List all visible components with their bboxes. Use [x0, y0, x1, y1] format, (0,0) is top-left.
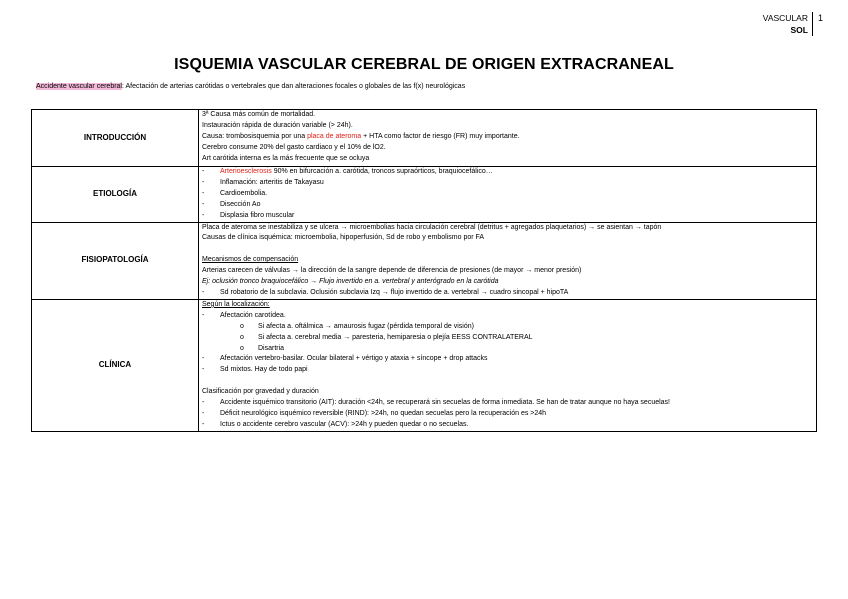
- subheading-localizacion: Según la localización:: [202, 300, 270, 308]
- definition-term: Accidente vascular cerebral: [36, 83, 122, 90]
- clinica-spacer: [202, 376, 813, 387]
- intro-text: + HTA como factor de riesgo (FR) muy importante.: [361, 132, 520, 140]
- subheading-clasificacion: Clasificación por gravedad y duración: [202, 388, 319, 396]
- list-item-text: Sd robatorio de la subclavia. Oclusión subclavia Izq → flujo invertido de a. vertebral → cuadro sincopal + hipoTA: [220, 288, 569, 296]
- row-label-clinica: CLÍNICA: [32, 299, 199, 431]
- intro-line: Cerebro consume 20% del gasto cardiaco y el 10% de lO2.: [202, 143, 386, 151]
- row-clinica: [32, 299, 817, 431]
- sub-list-item-text: Disartria: [258, 344, 285, 352]
- list-item-text: Afectación carotídea.: [220, 311, 286, 319]
- list-item: [202, 420, 813, 431]
- definition-line: [36, 82, 818, 92]
- header-labels: [763, 12, 813, 36]
- bullet-dash: -: [202, 366, 205, 374]
- intro-line: [202, 132, 813, 143]
- bullet-circle: o: [240, 333, 244, 341]
- sub-list-item-text: Si afecta a. oftálmica → amaurosis fugaz (pérdida temporal de visión): [258, 322, 474, 330]
- bullet-dash: -: [202, 311, 205, 319]
- list-item: [202, 398, 813, 409]
- sub-list-item: [202, 322, 813, 333]
- list-item-text: Déficit neurológico isquémico reversible (RIND): >24h, no quedan secuelas pero la recuperación es >24h: [220, 409, 547, 417]
- row-label-etiologia: ETIOLOGÍA: [32, 167, 199, 223]
- row-label-introduccion: INTRODUCCIÓN: [32, 110, 199, 167]
- fisio-line: Causas de clínica isquémica: microembolia, hipoperfusión, Sd de robo y embolismo por FA: [202, 234, 485, 242]
- sub-list-item: [202, 333, 813, 344]
- document-title: ISQUEMIA VASCULAR CEREBRAL DE ORIGEN EXTRACRANEAL: [174, 56, 674, 73]
- sub-list-item: [202, 344, 813, 355]
- sub-list-item-text: Si afecta a. cerebral media → paresteria, hemiparesia o plejía EESS CONTRALATERAL: [258, 333, 533, 341]
- highlight-placa-ateroma: placa de ateroma: [307, 132, 362, 140]
- bullet-dash: -: [202, 178, 205, 186]
- fisio-line: Arterias carecen de válvulas → la dirección de la sangre depende de diferencia de presiones (de mayor → menor presión): [202, 267, 582, 275]
- bullet-dash: -: [202, 288, 205, 296]
- list-item: [202, 311, 813, 322]
- fisio-example: Ej: oclusión tronco braquiocefálico → Flujo invertido en a. vertebral y anterógrado en la carótida: [202, 278, 499, 286]
- list-item-text: Cardioembolia.: [220, 189, 268, 197]
- list-item: [202, 365, 813, 376]
- list-item-text: Accidente isquémico transitorio (AIT): duración <24h, se recuperará sin secuelas de forma inmediata. Se han de tratar aunque no haya secuelas!: [220, 399, 671, 407]
- fisio-line: Placa de ateroma se inestabiliza y se ulcera → microembolias hacia circulación cerebral (detritus + agregados plaquetarios) → se asientan → tapón: [202, 223, 662, 231]
- bullet-dash: -: [202, 420, 205, 428]
- row-introduccion: [32, 110, 817, 167]
- bullet-dash: -: [202, 399, 205, 407]
- bullet-dash: -: [202, 189, 205, 197]
- subheading-mecanismos: Mecanismos de compensación: [202, 256, 299, 264]
- list-item: [202, 409, 813, 420]
- bullet-dash: -: [202, 409, 205, 417]
- header-section: VASCULAR: [762, 13, 808, 23]
- bullet-dash: -: [202, 355, 205, 363]
- fisio-spacer: [202, 244, 813, 255]
- bullet-dash: -: [202, 200, 205, 208]
- intro-line: Instauración rápida de duración variable (> 24h).: [202, 121, 353, 129]
- list-item-text: Disección Ao: [220, 200, 261, 208]
- list-item-text: Displasia fibro muscular: [220, 211, 295, 219]
- header-author: SOL: [790, 25, 808, 35]
- list-item: [202, 354, 813, 365]
- list-item: [202, 288, 813, 299]
- row-content-introduccion: [199, 110, 817, 167]
- list-item: [202, 167, 813, 178]
- bullet-dash: -: [202, 168, 205, 175]
- highlight-arterioesclerosis: Arterioesclerosis: [220, 168, 272, 175]
- bullet-dash: -: [202, 211, 205, 219]
- list-item: [202, 200, 813, 211]
- list-item-text: 90% en bifurcación a. carótida, troncos supraórticos, braquiocefálico…: [271, 168, 493, 175]
- row-etiologia: [32, 167, 817, 223]
- summary-table: [31, 109, 817, 432]
- row-content-clinica: [199, 299, 817, 431]
- page-header: [763, 12, 823, 36]
- list-item: [202, 211, 813, 222]
- row-fisiopatologia: [32, 222, 817, 299]
- list-item: [202, 178, 813, 189]
- list-item: [202, 189, 813, 200]
- list-item-text: Sd mixtos. Hay de todo papi: [220, 366, 308, 374]
- bullet-circle: o: [240, 322, 244, 330]
- intro-text: Causa: trombosisquemia por una: [202, 132, 308, 140]
- definition-text: : Afectación de arterias carótidas o vertebrales que dan alteraciones focales o globales de las f(x) neurológicas: [122, 83, 466, 90]
- list-item-text: Ictus o accidente cerebro vascular (ACV): >24h y pueden quedar o no secuelas.: [220, 420, 469, 428]
- row-content-etiologia: [199, 167, 817, 223]
- row-content-fisiopatologia: [199, 222, 817, 299]
- row-label-fisiopatologia: FISIOPATOLOGÍA: [32, 222, 199, 299]
- list-item-text: Inflamación: arteritis de Takayasu: [220, 178, 324, 186]
- list-item-text: Afectación vertebro-basilar. Ocular bilateral + vértigo y ataxia + síncope + drop attacks: [220, 355, 488, 363]
- intro-line: Art carótida interna es la más frecuente que se ocluya: [202, 154, 370, 162]
- page-number: 1: [817, 13, 823, 23]
- intro-line: 3ª Causa más común de mortalidad.: [202, 111, 316, 118]
- bullet-circle: o: [240, 344, 244, 352]
